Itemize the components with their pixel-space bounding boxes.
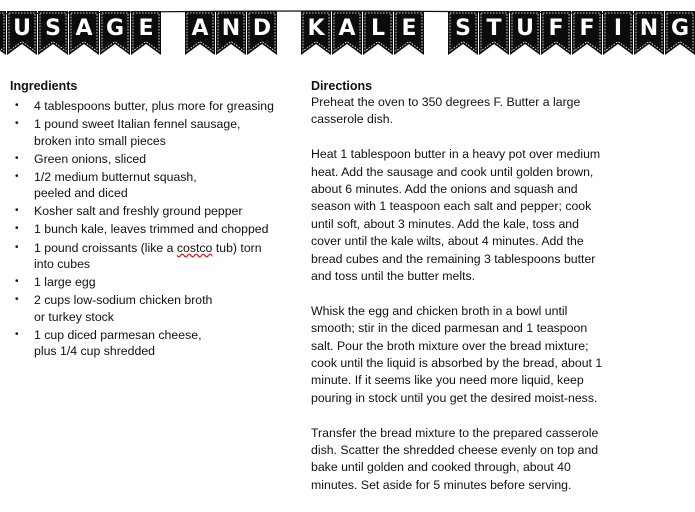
ingredient-line: Green onions, sliced [34,151,147,166]
banner-flag-sausage-5 [69,11,99,55]
directions-line: Preheat the oven to 350 degrees F. Butter a large [311,95,581,109]
ingredient-item [10,240,295,273]
directions-body [311,94,629,494]
directions-line: bread cubes and the remaining 3 tablespoons butter [311,251,596,266]
ingredient-line: 1 pound sweet Italian fennel sausage, [34,117,241,132]
ingredient-line: peeled and diced [34,186,128,201]
banner-letter: A [338,16,356,41]
banner-letter: E [138,16,154,41]
banner-flag-and-3 [247,11,277,55]
ingredient-item [10,151,295,168]
banner-flag-kale-1 [301,11,331,55]
bullet-icon: • [15,276,19,288]
banner-flag-sausage-4 [38,11,68,55]
directions-paragraph-4 [311,425,629,495]
banner-flag-kale-4 [394,11,424,55]
ingredient-line: into cubes [34,257,91,272]
banner-flag-sausage-7 [131,11,161,55]
ingredient-line: or turkey stock [34,309,114,324]
directions-line: smooth; stir in the diced parmesan and 1 teaspoon [311,321,588,336]
ingredient-line: Kosher salt and freshly ground pepper [34,204,243,219]
directions-line: salt. Pour the broth mixture over the bread mixture; [311,338,589,353]
banner-letter: F [548,16,564,41]
directions-line: minutes. Set aside for 5 minutes before serving. [311,477,572,492]
banner-flag-and-1 [185,11,215,55]
banner-flag-stuffing-6 [603,11,633,55]
bullet-icon: • [15,328,19,340]
banner-flag-stuffing-8 [665,11,695,55]
ingredient-line: broken into small pieces [34,133,166,148]
banner-letter: S [455,16,471,41]
directions-line: cover until the kale wilts, about 4 minutes. Add the [311,234,584,249]
banner-flag-kale-2 [332,11,362,55]
bullet-icon: • [15,152,19,164]
banner-flag-stuffing-1 [448,11,478,55]
banner-letter: S [45,16,61,41]
directions-line: Whisk the egg and chicken broth in a bowl until [311,303,568,318]
bullet-icon: • [15,241,19,253]
ingredient-line: 2 cups low-sodium chicken broth [34,293,213,308]
directions-line: pouring in stock until you get the desired moist-ness. [311,390,598,405]
directions-line: until soft, about 3 minutes. Add the kale, toss and [311,216,579,231]
directions-line: about 6 minutes. Add the onions and squash and [311,182,578,197]
ingredient-line: 1 large egg [34,275,96,290]
banner-letter [0,16,6,42]
ingredient-line: plus 1/4 cup shredded [34,344,156,359]
ingredients-section [10,78,295,361]
banner-flag-stuffing-4 [541,11,571,55]
bullet-icon: • [15,100,19,111]
banner-letter: A [75,16,93,41]
directions-paragraph-2 [311,146,629,285]
banner-flag-sausage-2 [0,11,6,55]
directions-paragraph-1 [311,94,629,129]
directions-line: bake until golden and cooked through, about 40 [311,460,571,475]
ingredients-heading: Ingredients [10,79,78,93]
title-banner [0,0,690,66]
banner-letter: G [105,16,125,41]
directions-line: casserole dish. [311,112,394,127]
spellcheck-word: costco [176,240,213,255]
ingredient-item [10,203,295,220]
directions-paragraph-3 [311,303,629,407]
bullet-icon: • [15,205,19,217]
banner-letter: K [307,16,325,41]
banner-flag-sausage-3 [7,11,37,55]
ingredient-line: 1 pound croissants (like a costco tub) torn [34,240,262,255]
ingredient-item [10,98,295,115]
banner-flag-kale-3 [363,11,393,55]
banner-letter: E [401,16,417,41]
banner-flag-and-2 [216,11,246,55]
ingredient-line: 4 tablespoons butter, plus more for greasing [34,99,274,113]
directions-section [311,78,629,512]
directions-line: and toss until the butter melts. [311,269,476,284]
banner-flag-stuffing-5 [572,11,602,55]
ingredient-item [10,116,295,149]
bullet-icon: • [15,223,19,235]
bullet-icon: • [15,118,19,130]
directions-line: season with 1 teaspoon each salt and pepper; cook [311,199,592,214]
directions-line: dish. Scatter the shredded cheese evenly on top and [311,443,599,458]
banner-letter: T [486,16,502,41]
ingredient-item [10,327,295,360]
banner-flag-stuffing-3 [510,11,540,55]
banner-letter: U [516,16,534,41]
ingredients-list [10,98,295,360]
banner-letter: D [252,16,272,41]
banner-letter: N [221,16,241,41]
banner-flag-stuffing-7 [634,11,664,55]
ingredient-line: 1 cup diced parmesan cheese, [34,327,202,342]
bullet-icon: • [15,170,19,182]
directions-line: cook until the liquid is absorbed by the bread, about 1 [311,356,603,371]
banner-letter: I [613,16,623,41]
banner-flag-stuffing-2 [479,11,509,55]
ingredient-item [10,221,295,238]
banner-letter: F [579,16,595,41]
banner-letter: N [639,16,659,41]
banner-letter: G [670,16,690,41]
directions-heading: Directions [311,79,373,93]
directions-line: minute. If it seems like you need more liquid, keep [311,373,584,388]
banner-letter: A [191,16,209,41]
ingredient-line: 1/2 medium butternut squash, [34,169,197,184]
ingredient-line: 1 bunch kale, leaves trimmed and chopped [34,222,269,237]
directions-line: heat. Add the sausage and cook until golden brown, [311,164,594,179]
banner-flag-sausage-6 [100,11,130,55]
ingredient-item [10,274,295,291]
banner-letter: U [13,16,31,41]
ingredient-item [10,169,295,202]
banner-letter: L [370,16,386,41]
directions-line: Heat 1 tablespoon butter in a heavy pot over medium [311,147,601,162]
ingredient-item [10,292,295,325]
bullet-icon: • [15,294,19,306]
directions-line: Transfer the bread mixture to the prepared casserole [311,425,599,440]
